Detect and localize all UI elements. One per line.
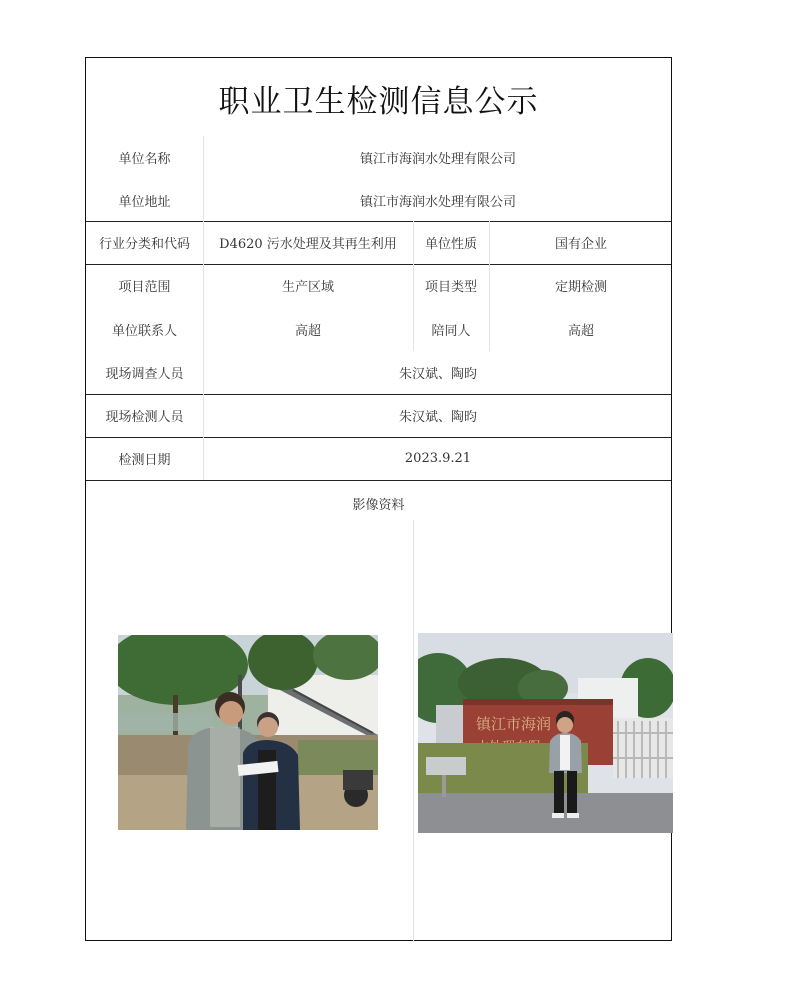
escort-value: 高超	[567, 323, 594, 339]
project-type-label: 项目类型	[424, 280, 477, 295]
test-date-label: 检测日期	[118, 453, 171, 468]
project-scope-value: 生产区域	[281, 280, 334, 295]
test-date-value: 2023.9.21	[404, 451, 472, 466]
testing-staff-label: 现场检测人员	[105, 410, 184, 425]
project-type-value: 定期检测	[554, 280, 607, 295]
photos-section-label: 影像资料	[352, 498, 405, 513]
page-title: 职业卫生检测信息公示	[218, 84, 539, 120]
contact-label: 单位联系人	[111, 323, 177, 339]
company-gate-photo	[418, 633, 673, 833]
unit-name-label: 单位名称	[118, 152, 171, 167]
unit-nature-label: 单位性质	[424, 237, 477, 252]
testing-staff-value: 朱汉斌、陶昀	[398, 410, 477, 425]
unit-address-label: 单位地址	[118, 194, 171, 210]
sign-text-line1: 镇江市海润	[476, 715, 552, 733]
unit-nature-value: 国有企业	[554, 237, 607, 252]
survey-staff-value: 朱汉斌、陶昀	[398, 367, 477, 382]
site-survey-photo	[118, 635, 378, 830]
industry-value: D4620 污水处理及其再生利用	[219, 237, 397, 252]
unit-name-value: 镇江市海润水处理有限公司	[359, 152, 516, 167]
escort-label: 陪同人	[431, 323, 471, 339]
contact-value: 高超	[294, 323, 321, 339]
industry-label: 行业分类和代码	[98, 237, 190, 252]
project-scope-label: 项目范围	[118, 280, 171, 295]
info-sheet	[85, 57, 672, 941]
survey-staff-label: 现场调查人员	[105, 367, 184, 382]
column-guide	[413, 520, 414, 942]
row-divider	[86, 480, 671, 481]
unit-address-value: 镇江市海润水处理有限公司	[359, 194, 516, 210]
